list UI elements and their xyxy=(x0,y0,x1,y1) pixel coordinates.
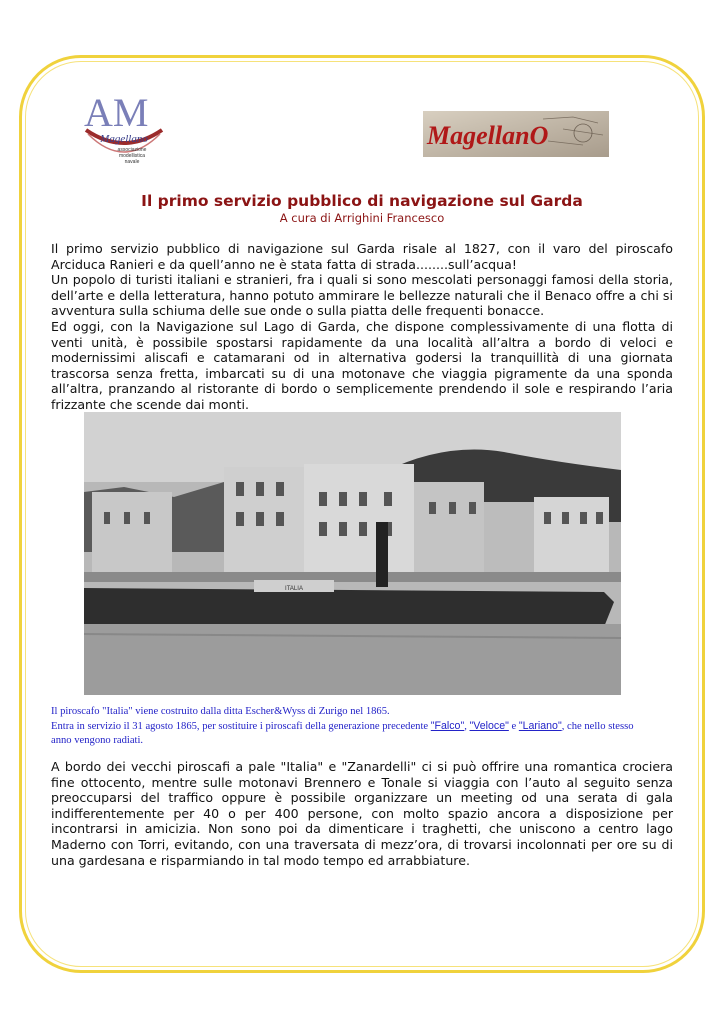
caption-separator: e xyxy=(508,721,519,732)
logo-sub1: associazione xyxy=(117,147,147,153)
intro-paragraphs xyxy=(51,241,673,413)
link-falco[interactable]: "Falco" xyxy=(430,720,465,732)
paragraph-line: Il primo servizio pubblico di navigazione sul Garda risale al 1827, con il varo del piroscafo Arciduca Ranieri e da quell’anno ne è stata fatta di strada........sull’acqua! xyxy=(51,241,673,272)
logo-sub2: modellistica xyxy=(118,153,146,159)
link-lariano[interactable]: "Lariano" xyxy=(518,720,562,732)
logo-name: Magellano xyxy=(100,133,148,145)
photo-caption xyxy=(51,705,651,748)
magellano-association-logo xyxy=(78,86,170,170)
closing-paragraph: A bordo dei vecchi piroscafi a pale "Italia" e "Zanardelli" ci si può offrire una romantica crociera fine ottocento, mentre sulle motonavi Brennero e Tonale si viaggia con l’auto al seguito senza preoccuparsi del traffico oppure è possibile organizzare un meeting od una serata di gala indifferentemente per 40 o per 400 persone, con molto spazio ancora a disposizione per incontrarsi in amicizia. Non sono poi da dimenticare i traghetti, che uniscono a centro lago Maderno con Torri, evitando, con una traversata di mezz’ora, di trovarsi incolonnati per ore su di una gardesana e risparmiando in tal modo tempo ed arrabbiature. xyxy=(51,759,673,868)
logo-sub3: navale xyxy=(124,159,140,165)
banner-text: MagellanO xyxy=(427,121,549,150)
caption-line1: Il piroscafo "Italia" viene costruito dalla ditta Escher&Wyss di Zurigo nel 1865. xyxy=(51,706,390,717)
article-author: A cura di Arrighini Francesco xyxy=(279,211,445,225)
article-title: Il primo servizio pubblico di navigazione sul Garda xyxy=(141,192,583,210)
magellano-banner-logo xyxy=(423,111,609,157)
logo-letters: AM xyxy=(84,90,149,135)
historic-steamship-photo xyxy=(84,412,621,695)
caption-separator: , xyxy=(464,721,470,732)
caption-line2-start: Entra in servizio il 31 agosto 1865, per sostituire i piroscafi della generazione precedente xyxy=(51,721,431,732)
caption-line2-end: , che nello stesso anno vengono radiati. xyxy=(51,721,634,746)
paragraph-line: Un popolo di turisti italiani e stranieri, fra i quali si sono mescolati personaggi famosi della storia, dell’arte e della letteratura, hanno potuto ammirare le bellezze naturali che il Benaco offre a chi si avventura sulla schiuma delle sue onde o sulla piatta delle frequenti bonacce. xyxy=(51,272,673,319)
link-veloce[interactable]: "Veloce" xyxy=(469,720,509,732)
ship-name-label: ITALIA xyxy=(285,586,303,592)
paragraph-line: Ed oggi, con la Navigazione sul Lago di Garda, che dispone complessivamente di una flotta di venti unità, è possibile spostarsi rapidamente da una località all’altra a bordo di veloci e modernissimi aliscafi e catamarani od in alternativa godersi la tranquillità di una giornata trascorsa senza fretta, imbarcati su di una motonave che viaggia pigramente da una sponda all’altra, pranzando al ristorante di bordo o semplicemente prendendo il sole e respirando l’aria frizzante che scende dai monti. xyxy=(51,318,673,412)
